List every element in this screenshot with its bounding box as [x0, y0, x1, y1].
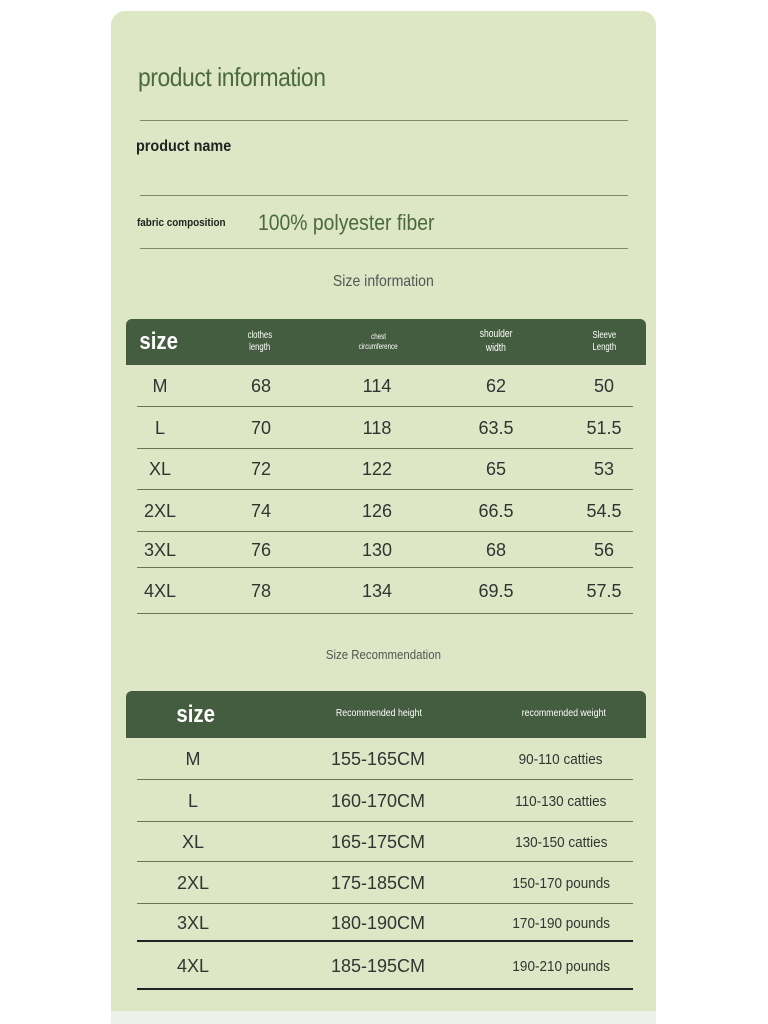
- cell-height: 160-170CM: [330, 790, 426, 811]
- cell-clothes-length: 68: [250, 375, 272, 396]
- cell-clothes-length: 70: [250, 417, 272, 438]
- cell-shoulder: 63.5: [478, 417, 514, 438]
- table-row: [137, 449, 633, 490]
- table-row: [137, 532, 633, 568]
- cell-chest: 126: [361, 500, 393, 521]
- cell-height: 180-190CM: [330, 912, 426, 933]
- header-recommended-weight: recommended weight: [521, 708, 606, 720]
- size-recommendation-title: Size Recommendation: [325, 647, 442, 662]
- table-row: [137, 822, 633, 862]
- cell-clothes-length: 72: [250, 459, 272, 479]
- divider: [140, 120, 628, 121]
- cell-sleeve: 54.5: [586, 500, 622, 521]
- cell-size: 2XL: [176, 872, 210, 893]
- cell-size: M: [152, 375, 168, 396]
- header-clothes-length: clothes length: [247, 329, 273, 353]
- product-name-label: product name: [136, 138, 232, 155]
- size-information-title: Size information: [333, 273, 434, 290]
- cell-size: XL: [148, 459, 172, 479]
- cell-size: 3XL: [143, 539, 177, 560]
- cell-size: L: [187, 790, 198, 811]
- product-information-title: product information: [138, 62, 326, 92]
- cell-size: 3XL: [176, 912, 210, 933]
- divider: [140, 195, 628, 196]
- cell-size: M: [185, 748, 201, 769]
- cell-size: 4XL: [176, 955, 210, 976]
- table-row: [137, 942, 633, 990]
- fabric-composition-label: fabric composition: [137, 217, 226, 229]
- cell-shoulder: 66.5: [478, 500, 514, 521]
- cell-shoulder: 68: [485, 539, 507, 560]
- table-row: [137, 490, 633, 532]
- header-sleeve-length: Sleeve Length: [592, 329, 616, 353]
- cell-shoulder: 69.5: [478, 580, 514, 601]
- cell-size: 4XL: [143, 580, 177, 601]
- cell-chest: 134: [361, 580, 393, 601]
- cell-clothes-length: 76: [250, 539, 272, 560]
- row-divider: [137, 613, 633, 614]
- table-row: [137, 862, 633, 904]
- cell-weight: 170-190 pounds: [512, 914, 610, 932]
- cell-clothes-length: 74: [250, 500, 272, 521]
- cell-weight: 190-210 pounds: [512, 957, 610, 975]
- cell-chest: 118: [362, 417, 392, 438]
- cell-height: 155-165CM: [330, 748, 426, 769]
- cell-weight: 90-110 catties: [519, 750, 603, 768]
- row-divider: [137, 988, 633, 990]
- cell-sleeve: 56: [593, 539, 615, 560]
- cell-weight: 110-130 catties: [515, 792, 607, 810]
- cell-shoulder: 65: [485, 459, 507, 479]
- cell-height: 165-175CM: [330, 831, 426, 852]
- bottom-strip: [111, 1011, 656, 1024]
- cell-weight: 150-170 pounds: [512, 874, 610, 892]
- size-table-header: [126, 319, 646, 365]
- cell-height: 175-185CM: [330, 872, 426, 893]
- cell-sleeve: 51.5: [586, 417, 622, 438]
- cell-size: 2XL: [143, 500, 177, 521]
- cell-weight: 130-150 catties: [514, 833, 608, 851]
- divider: [140, 248, 628, 249]
- table-row: [137, 738, 633, 780]
- table-row: [137, 407, 633, 449]
- header-chest-circumference: chest circumference: [358, 332, 398, 351]
- cell-chest: 114: [362, 375, 392, 396]
- fabric-composition-value: 100% polyester fiber: [258, 210, 435, 235]
- cell-clothes-length: 78: [250, 580, 272, 601]
- table-row: [137, 904, 633, 942]
- header-size: size: [176, 700, 216, 728]
- table-row: [137, 568, 633, 614]
- cell-sleeve: 53: [593, 459, 615, 479]
- cell-chest: 122: [361, 459, 393, 479]
- header-size: size: [139, 328, 179, 355]
- cell-size: L: [154, 417, 165, 438]
- recommendation-table-header: [126, 691, 646, 738]
- table-row: [137, 780, 633, 822]
- cell-chest: 130: [361, 539, 393, 560]
- cell-sleeve: 57.5: [586, 580, 622, 601]
- cell-sleeve: 50: [593, 375, 615, 396]
- header-recommended-height: Recommended height: [335, 708, 422, 720]
- cell-height: 185-195CM: [330, 955, 426, 976]
- cell-size: XL: [181, 831, 205, 852]
- header-shoulder-width: shoulder width: [479, 328, 513, 354]
- table-row: [137, 365, 633, 407]
- cell-shoulder: 62: [485, 375, 507, 396]
